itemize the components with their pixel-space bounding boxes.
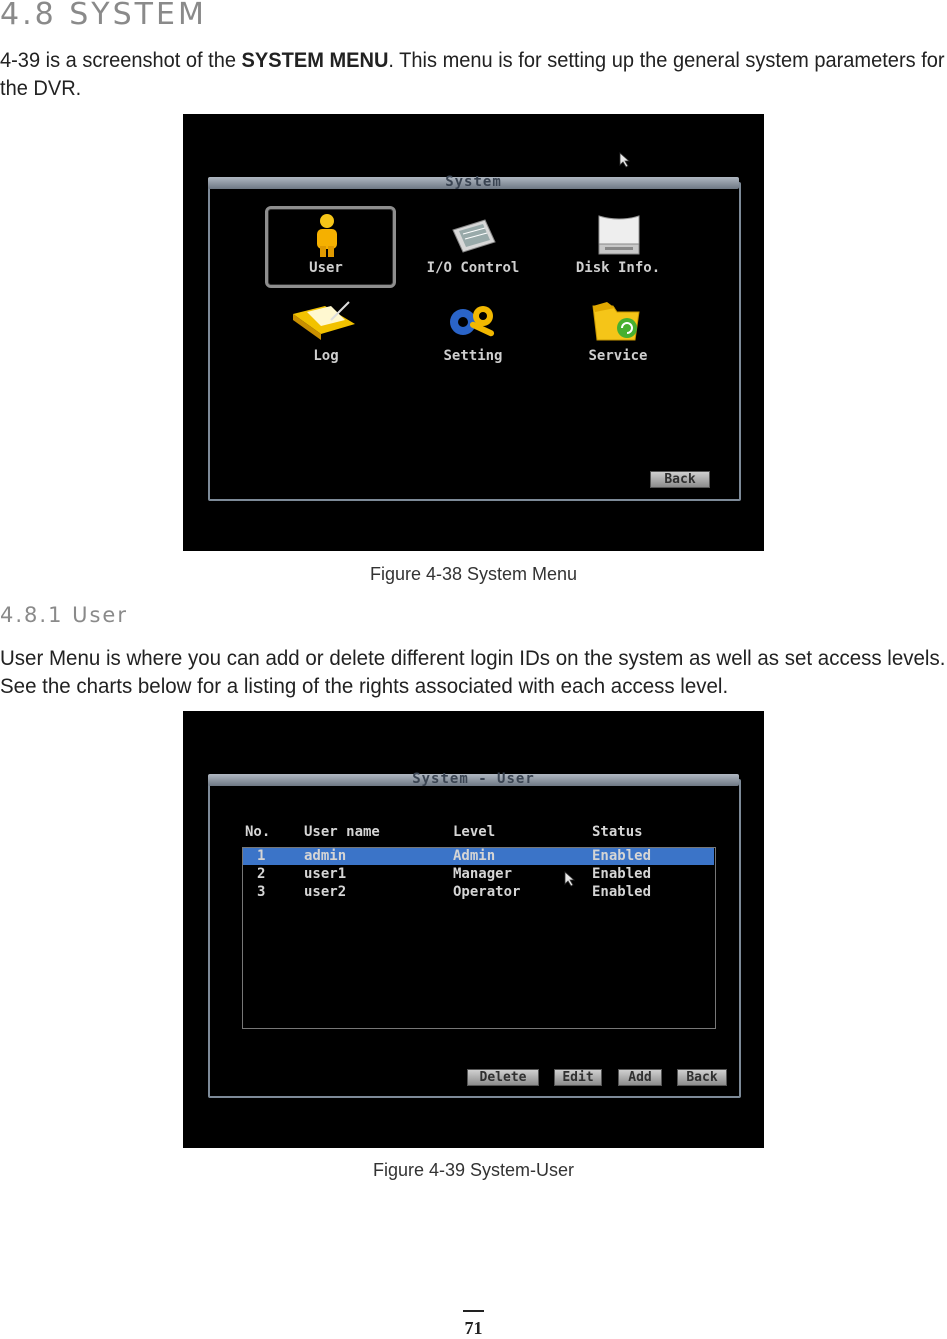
column-header-level: Level [453,824,496,840]
user-paragraph [0,645,946,701]
setting-icon [445,300,501,342]
system-menu-screenshot [183,114,764,551]
system-user-titlebar [208,771,739,787]
subsection-heading: 4.8.1 User [0,603,128,627]
system-menu-emphasis: SYSTEM MENU [241,49,389,72]
row-no: 2 [257,866,266,882]
row-no: 1 [257,848,266,864]
section-heading: 4.8 SYSTEM [0,0,207,32]
service-icon [589,298,645,344]
page-number: 71 [464,1318,483,1338]
row-level: Manager [453,866,513,882]
intro-text-line2: the DVR. [0,77,82,100]
user-label[interactable]: User [309,260,343,276]
figure-4-38-caption: Figure 4-38 System Menu [369,564,578,584]
row-no: 3 [257,884,266,900]
row-user-name: user2 [304,884,347,900]
row-user-name: user1 [304,866,347,882]
user-icon [311,212,343,258]
log-icon [291,300,357,342]
row-status: Enabled [592,848,652,864]
service-label[interactable]: Service [588,348,648,364]
user-text-line2: See the charts below for a listing of the rights associated with each access level. [0,675,729,698]
io-control-label[interactable]: I/O Control [426,260,520,276]
system-window-title: System [445,174,502,190]
intro-paragraph [0,47,945,103]
back-button[interactable]: Back [650,471,710,488]
column-header-no: No. [245,824,271,840]
row-user-name: admin [304,848,347,864]
mouse-cursor-icon [564,871,576,887]
system-window-titlebar [208,174,739,190]
add-button[interactable]: Add [618,1069,662,1086]
page-number-rule [463,1310,484,1312]
log-label[interactable]: Log [313,348,339,364]
delete-button[interactable]: Delete [467,1069,539,1086]
row-level: Admin [453,848,496,864]
setting-label[interactable]: Setting [443,348,503,364]
system-user-title: System - User [412,771,535,787]
disk-icon [593,212,645,258]
back-button[interactable]: Back [677,1069,727,1086]
row-status: Enabled [592,884,652,900]
io-control-icon [449,216,499,256]
row-level: Operator [453,884,521,900]
column-header-user-name: User name [304,824,380,840]
row-status: Enabled [592,866,652,882]
intro-text-part2: . This menu is for setting up the general system parameters for [388,49,945,72]
system-user-screenshot [183,711,764,1148]
figure-4-39-caption: Figure 4-39 System-User [372,1160,575,1180]
disk-info-label[interactable]: Disk Info. [575,260,661,276]
mouse-cursor-icon [619,152,631,168]
column-header-status: Status [592,824,643,840]
user-text-line1: User Menu is where you can add or delete different login IDs on the system as well as set access levels. [0,647,946,670]
intro-text-part1: 4-39 is a screenshot of the [0,49,242,72]
edit-button[interactable]: Edit [554,1069,602,1086]
